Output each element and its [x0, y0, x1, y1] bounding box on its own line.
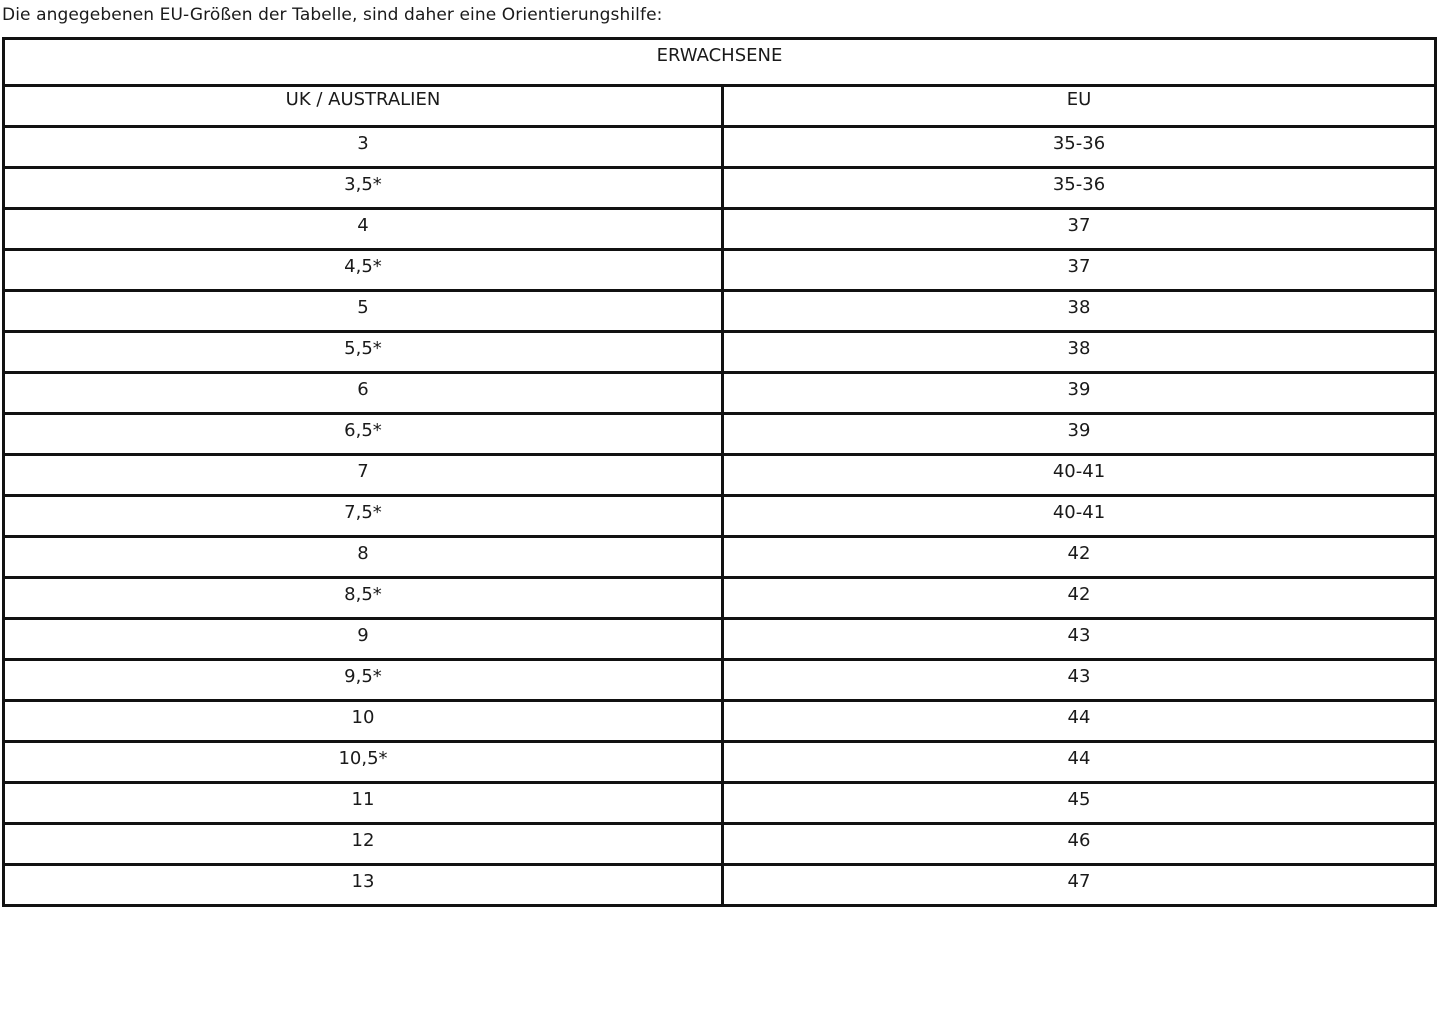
uk-size-cell	[4, 250, 723, 291]
uk-size-cell	[4, 496, 723, 537]
uk-size-value: 8,5*	[344, 583, 382, 605]
eu-size-cell	[723, 578, 1436, 619]
table-row	[4, 783, 1436, 824]
uk-size-value: 12	[351, 829, 375, 851]
eu-size-cell	[723, 824, 1436, 865]
eu-size-cell	[723, 701, 1436, 742]
column-header-uk-label: UK / AUSTRALIEN	[285, 88, 441, 110]
eu-size-value: 35-36	[1052, 173, 1106, 195]
eu-size-value: 43	[1067, 624, 1091, 646]
eu-size-value: 38	[1067, 296, 1091, 318]
table-row	[4, 496, 1436, 537]
eu-size-cell	[723, 619, 1436, 660]
eu-size-value: 39	[1067, 419, 1091, 441]
uk-size-value: 9,5*	[344, 665, 382, 687]
uk-size-value: 11	[351, 788, 375, 810]
group-header-label: ERWACHSENE	[656, 44, 783, 66]
column-header-eu-label: EU	[1066, 88, 1092, 110]
uk-size-value: 3	[357, 132, 369, 154]
uk-size-cell	[4, 332, 723, 373]
uk-size-value: 6	[357, 378, 369, 400]
uk-size-cell	[4, 127, 723, 168]
eu-size-cell	[723, 455, 1436, 496]
eu-size-cell	[723, 660, 1436, 701]
column-header-eu	[723, 86, 1436, 127]
eu-size-value: 40-41	[1052, 501, 1106, 523]
uk-size-value: 7	[357, 460, 369, 482]
uk-size-value: 6,5*	[344, 419, 382, 441]
uk-size-cell	[4, 824, 723, 865]
eu-size-value: 37	[1067, 214, 1091, 236]
eu-size-cell	[723, 209, 1436, 250]
table-row	[4, 578, 1436, 619]
table-row	[4, 291, 1436, 332]
uk-size-cell	[4, 168, 723, 209]
eu-size-value: 37	[1067, 255, 1091, 277]
table-row	[4, 865, 1436, 906]
uk-size-cell	[4, 455, 723, 496]
eu-size-value: 35-36	[1052, 132, 1106, 154]
uk-size-cell	[4, 619, 723, 660]
uk-size-value: 5,5*	[344, 337, 382, 359]
uk-size-cell	[4, 865, 723, 906]
eu-size-value: 42	[1067, 542, 1091, 564]
table-row	[4, 455, 1436, 496]
eu-size-value: 42	[1067, 583, 1091, 605]
uk-size-value: 5	[357, 296, 369, 318]
eu-size-cell	[723, 783, 1436, 824]
table-column-header-row	[4, 86, 1436, 127]
uk-size-value: 10	[351, 706, 375, 728]
eu-size-cell	[723, 742, 1436, 783]
uk-size-cell	[4, 414, 723, 455]
size-conversion-table	[2, 37, 1437, 907]
table-row	[4, 127, 1436, 168]
uk-size-cell	[4, 660, 723, 701]
uk-size-cell	[4, 537, 723, 578]
uk-size-cell	[4, 373, 723, 414]
table-row	[4, 209, 1436, 250]
uk-size-cell	[4, 291, 723, 332]
eu-size-cell	[723, 168, 1436, 209]
table-row	[4, 332, 1436, 373]
table-row	[4, 824, 1436, 865]
uk-size-value: 4	[357, 214, 369, 236]
uk-size-cell	[4, 209, 723, 250]
eu-size-cell	[723, 373, 1436, 414]
eu-size-cell	[723, 127, 1436, 168]
table-row	[4, 701, 1436, 742]
column-header-uk	[4, 86, 723, 127]
uk-size-value: 13	[351, 870, 375, 892]
uk-size-value: 8	[357, 542, 369, 564]
eu-size-value: 47	[1067, 870, 1091, 892]
eu-size-cell	[723, 291, 1436, 332]
uk-size-value: 9	[357, 624, 369, 646]
uk-size-cell	[4, 783, 723, 824]
group-header-cell	[4, 39, 1436, 86]
eu-size-cell	[723, 537, 1436, 578]
uk-size-value: 3,5*	[344, 173, 382, 195]
uk-size-value: 7,5*	[344, 501, 382, 523]
table-row	[4, 742, 1436, 783]
table-row	[4, 414, 1436, 455]
table-row	[4, 250, 1436, 291]
eu-size-value: 40-41	[1052, 460, 1106, 482]
uk-size-value: 10,5*	[338, 747, 388, 769]
table-row	[4, 660, 1436, 701]
eu-size-cell	[723, 332, 1436, 373]
eu-size-value: 46	[1067, 829, 1091, 851]
table-group-header-row	[4, 39, 1436, 86]
eu-size-cell	[723, 865, 1436, 906]
uk-size-cell	[4, 742, 723, 783]
table-row	[4, 168, 1436, 209]
eu-size-value: 43	[1067, 665, 1091, 687]
eu-size-value: 39	[1067, 378, 1091, 400]
table-row	[4, 537, 1436, 578]
uk-size-cell	[4, 578, 723, 619]
intro-text: Die angegebenen EU-Größen der Tabelle, sind daher eine Orientierungshilfe:	[2, 5, 663, 25]
table-row	[4, 373, 1436, 414]
table-row	[4, 619, 1436, 660]
uk-size-value: 4,5*	[344, 255, 382, 277]
eu-size-cell	[723, 496, 1436, 537]
uk-size-cell	[4, 701, 723, 742]
eu-size-value: 44	[1067, 747, 1091, 769]
eu-size-cell	[723, 414, 1436, 455]
eu-size-cell	[723, 250, 1436, 291]
eu-size-value: 45	[1067, 788, 1091, 810]
eu-size-value: 44	[1067, 706, 1091, 728]
eu-size-value: 38	[1067, 337, 1091, 359]
